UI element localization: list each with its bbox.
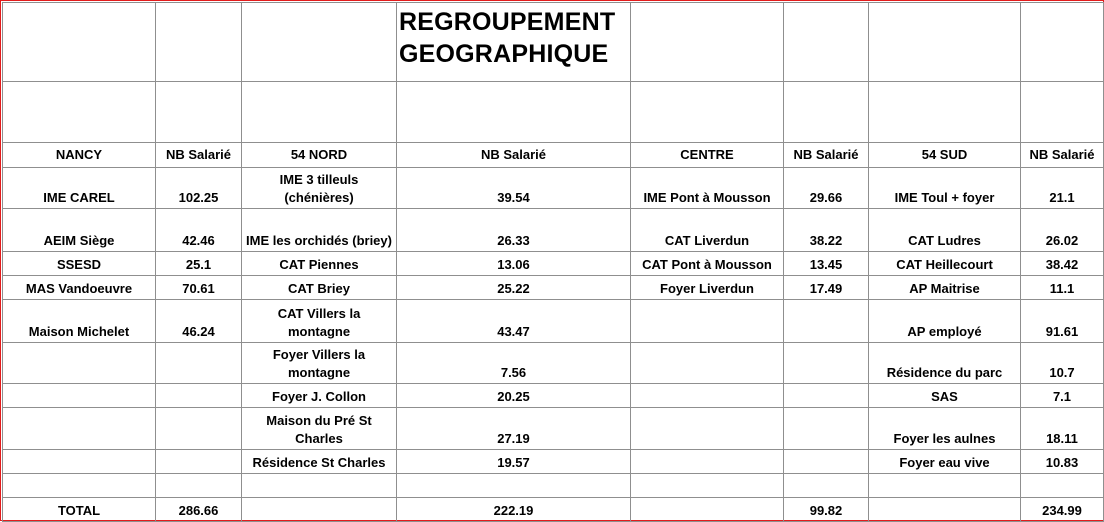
table-row <box>3 343 1104 384</box>
cell-centre-nb[interactable] <box>784 450 869 474</box>
cell-sud[interactable]: Résidence du parc <box>869 343 1021 384</box>
header-centre[interactable]: CENTRE <box>631 143 784 168</box>
cell-nord[interactable]: Foyer Villers la montagne <box>242 343 397 384</box>
cell-nord[interactable]: CAT Briey <box>242 276 397 300</box>
cell-centre-nb[interactable]: 38.22 <box>784 209 869 252</box>
cell-nancy-nb[interactable] <box>156 343 242 384</box>
cell-empty[interactable] <box>156 3 242 82</box>
cell-empty[interactable] <box>242 82 397 143</box>
cell-empty[interactable] <box>242 498 397 522</box>
table-row <box>3 209 1104 252</box>
title-line-2: GEOGRAPHIQUE <box>399 40 609 68</box>
cell-empty[interactable] <box>784 474 869 498</box>
cell-nancy-nb[interactable]: 46.24 <box>156 300 242 343</box>
cell-sud[interactable]: Foyer les aulnes <box>869 408 1021 450</box>
table-row <box>3 450 1104 474</box>
cell-empty[interactable] <box>397 82 631 143</box>
cell-centre-nb[interactable] <box>784 300 869 343</box>
cell-centre[interactable]: CAT Liverdun <box>631 209 784 252</box>
cell-nancy-nb[interactable]: 42.46 <box>156 209 242 252</box>
cell-sud-nb[interactable]: 11.1 <box>1021 276 1104 300</box>
cell-empty[interactable] <box>784 82 869 143</box>
header-sud-nb[interactable]: NB Salarié <box>1021 143 1104 168</box>
total-nancy-nb[interactable]: 286.66 <box>156 498 242 522</box>
total-row <box>3 498 1104 522</box>
cell-nord-nb[interactable]: 20.25 <box>397 384 631 408</box>
table-row <box>3 276 1104 300</box>
cell-nancy[interactable] <box>3 384 156 408</box>
cell-empty[interactable] <box>156 82 242 143</box>
cell-centre[interactable] <box>631 300 784 343</box>
cell-nord-nb[interactable]: 7.56 <box>397 343 631 384</box>
cell-nancy-nb[interactable] <box>156 384 242 408</box>
cell-centre-nb[interactable] <box>784 408 869 450</box>
cell-nord[interactable]: CAT Piennes <box>242 252 397 276</box>
cell-empty[interactable] <box>242 3 397 82</box>
title-cell[interactable] <box>397 3 631 82</box>
cell-sud-nb[interactable]: 10.83 <box>1021 450 1104 474</box>
cell-sud[interactable]: Foyer eau vive <box>869 450 1021 474</box>
cell-nord-nb[interactable]: 25.22 <box>397 276 631 300</box>
cell-centre[interactable] <box>631 408 784 450</box>
cell-empty[interactable] <box>631 3 784 82</box>
regroupement-table <box>2 2 1104 522</box>
cell-centre-nb[interactable] <box>784 343 869 384</box>
cell-centre-nb[interactable]: 29.66 <box>784 168 869 209</box>
cell-sud[interactable]: CAT Heillecourt <box>869 252 1021 276</box>
cell-sud[interactable]: SAS <box>869 384 1021 408</box>
spacer-row <box>3 82 1104 143</box>
cell-empty[interactable] <box>869 82 1021 143</box>
header-row <box>3 143 1104 168</box>
table-row <box>3 384 1104 408</box>
cell-nord[interactable]: Foyer J. Collon <box>242 384 397 408</box>
cell-empty[interactable] <box>631 474 784 498</box>
cell-centre[interactable]: Foyer Liverdun <box>631 276 784 300</box>
cell-sud-nb[interactable]: 21.1 <box>1021 168 1104 209</box>
header-nord-nb[interactable]: NB Salarié <box>397 143 631 168</box>
cell-nord[interactable]: Résidence St Charles <box>242 450 397 474</box>
cell-nancy[interactable]: IME CAREL <box>3 168 156 209</box>
table-row <box>3 408 1104 450</box>
cell-centre[interactable]: IME Pont à Mousson <box>631 168 784 209</box>
cell-empty[interactable] <box>631 82 784 143</box>
total-label[interactable]: TOTAL <box>3 498 156 522</box>
cell-nord-nb[interactable]: 13.06 <box>397 252 631 276</box>
cell-empty[interactable] <box>397 474 631 498</box>
cell-nord[interactable]: IME les orchidés (briey) <box>242 209 397 252</box>
cell-empty[interactable] <box>1021 82 1104 143</box>
cell-nord-nb[interactable]: 19.57 <box>397 450 631 474</box>
header-sud[interactable]: 54 SUD <box>869 143 1021 168</box>
cell-centre[interactable] <box>631 384 784 408</box>
cell-empty[interactable] <box>3 3 156 82</box>
cell-empty[interactable] <box>1021 3 1104 82</box>
cell-empty[interactable] <box>156 474 242 498</box>
cell-nord-nb[interactable]: 27.19 <box>397 408 631 450</box>
total-nord-nb[interactable]: 222.19 <box>397 498 631 522</box>
cell-sud[interactable]: CAT Ludres <box>869 209 1021 252</box>
cell-empty[interactable] <box>784 3 869 82</box>
cell-nord-nb[interactable]: 39.54 <box>397 168 631 209</box>
cell-nancy[interactable] <box>3 408 156 450</box>
cell-nord-nb[interactable]: 26.33 <box>397 209 631 252</box>
cell-sud-nb[interactable]: 18.11 <box>1021 408 1104 450</box>
cell-centre-nb[interactable]: 13.45 <box>784 252 869 276</box>
cell-nancy-nb[interactable]: 25.1 <box>156 252 242 276</box>
title-row <box>3 3 1104 82</box>
cell-sud-nb[interactable]: 10.7 <box>1021 343 1104 384</box>
cell-sud-nb[interactable]: 7.1 <box>1021 384 1104 408</box>
cell-nancy[interactable]: SSESD <box>3 252 156 276</box>
cell-nancy-nb[interactable]: 102.25 <box>156 168 242 209</box>
table-row <box>3 252 1104 276</box>
cell-nancy[interactable] <box>3 450 156 474</box>
total-sud-nb[interactable]: 234.99 <box>1021 498 1104 522</box>
cell-centre[interactable]: CAT Pont à Mousson <box>631 252 784 276</box>
cell-empty[interactable] <box>869 498 1021 522</box>
cell-nord[interactable]: Maison du Pré St Charles <box>242 408 397 450</box>
cell-empty[interactable] <box>869 3 1021 82</box>
cell-sud-nb[interactable]: 38.42 <box>1021 252 1104 276</box>
cell-empty[interactable] <box>1021 474 1104 498</box>
cell-centre-nb[interactable] <box>784 384 869 408</box>
cell-centre-nb[interactable]: 17.49 <box>784 276 869 300</box>
cell-empty[interactable] <box>869 474 1021 498</box>
header-centre-nb[interactable]: NB Salarié <box>784 143 869 168</box>
cell-nord[interactable]: IME 3 tilleuls (chénières) <box>242 168 397 209</box>
cell-empty[interactable] <box>242 474 397 498</box>
cell-centre[interactable] <box>631 450 784 474</box>
table-row <box>3 168 1104 209</box>
title-line-1: REGROUPEMENT <box>399 8 616 36</box>
cell-sud[interactable]: AP Maitrise <box>869 276 1021 300</box>
cell-sud[interactable]: AP employé <box>869 300 1021 343</box>
header-nancy-nb[interactable]: NB Salarié <box>156 143 242 168</box>
cell-empty[interactable] <box>3 474 156 498</box>
cell-nancy[interactable]: Maison Michelet <box>3 300 156 343</box>
total-centre-nb[interactable]: 99.82 <box>784 498 869 522</box>
cell-nord[interactable]: CAT Villers la montagne <box>242 300 397 343</box>
cell-nancy[interactable] <box>3 343 156 384</box>
cell-sud[interactable]: IME Toul + foyer <box>869 168 1021 209</box>
cell-sud-nb[interactable]: 26.02 <box>1021 209 1104 252</box>
table-row <box>3 300 1104 343</box>
empty-row <box>3 474 1104 498</box>
cell-empty[interactable] <box>631 498 784 522</box>
cell-sud-nb[interactable]: 91.61 <box>1021 300 1104 343</box>
cell-nancy[interactable]: AEIM Siège <box>3 209 156 252</box>
cell-nancy[interactable]: MAS Vandoeuvre <box>3 276 156 300</box>
cell-empty[interactable] <box>3 82 156 143</box>
cell-centre[interactable] <box>631 343 784 384</box>
cell-nord-nb[interactable]: 43.47 <box>397 300 631 343</box>
cell-nancy-nb[interactable] <box>156 408 242 450</box>
cell-nancy-nb[interactable] <box>156 450 242 474</box>
header-nord[interactable]: 54 NORD <box>242 143 397 168</box>
cell-nancy-nb[interactable]: 70.61 <box>156 276 242 300</box>
header-nancy[interactable]: NANCY <box>3 143 156 168</box>
